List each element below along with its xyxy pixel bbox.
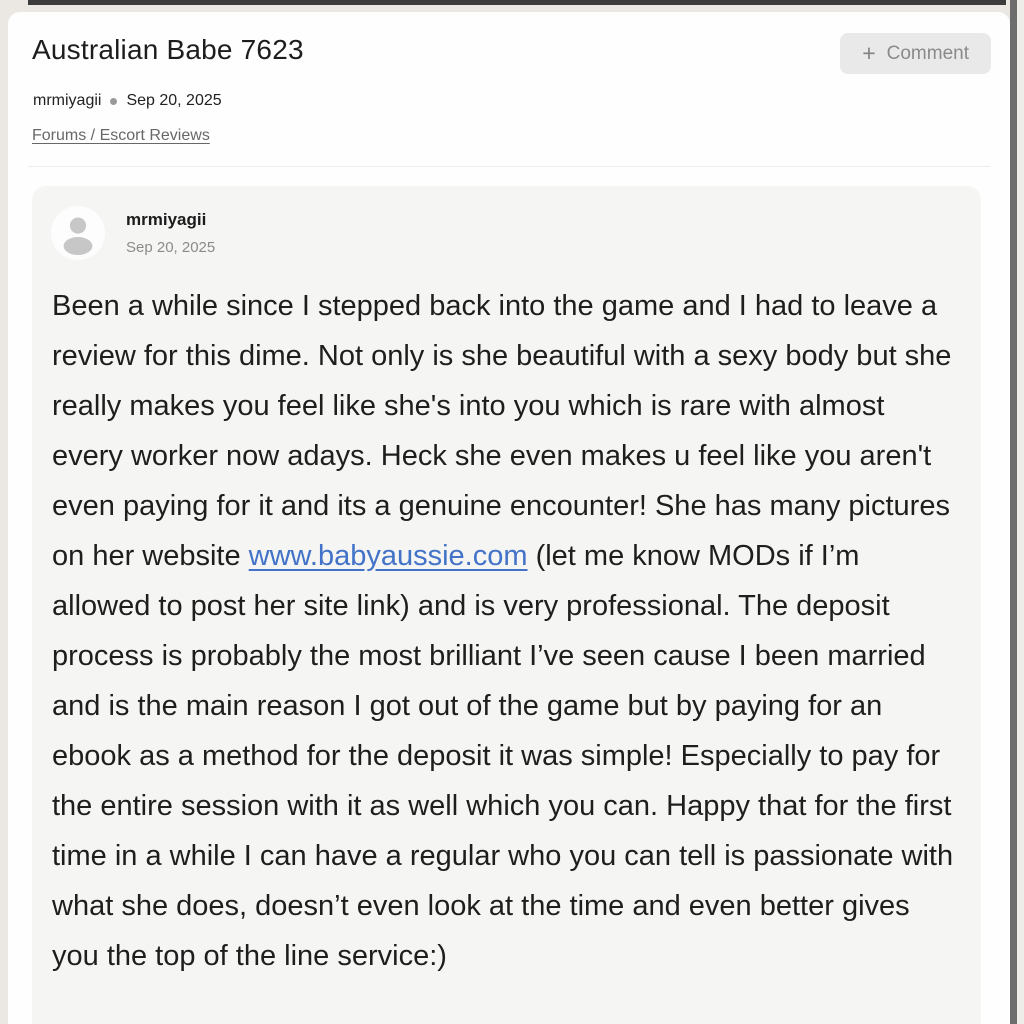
header-divider [28, 166, 990, 167]
byline-separator-dot [110, 98, 117, 105]
plus-icon: + [862, 40, 876, 66]
avatar[interactable] [51, 206, 105, 260]
post-card [32, 186, 981, 1024]
thread-page-card [8, 12, 1010, 1024]
website-link[interactable]: www.babyaussie.com [248, 540, 528, 572]
thread-title: Australian Babe 7623 [32, 34, 304, 65]
top-edge-bar [28, 0, 1006, 5]
post-text-after-link: (let me know MODs if I’m allowed to post her site link) and is very professional. The deposit process is probably the most brilliant I’ve seen cause I been married and is the main reason I got out of the game but by paying for an ebook as a method for the deposit it was simple! Especially to pay for the entire session with it as well which you can. Happy that for the first time in a while I can have a regular who you can tell is passionate with what she does, doesn’t even look at the time and even better gives you the top of the line service:) [52, 540, 954, 972]
comment-button-label: Comment [886, 42, 969, 64]
byline-author: mrmiyagii [33, 92, 102, 109]
breadcrumb-forums-link[interactable]: Forums / Escort Reviews [32, 127, 210, 144]
post-text-before-link: Been a while since I stepped back into the game and I had to leave a review for this dime. Not only is she beautiful with a sexy body but she really makes you feel like she's into you which is rare with almost every worker now adays. Heck she even makes u feel like you aren't even paying for it and its a genuine encounter! She has many pictures on her website [52, 290, 952, 572]
post-author: mrmiyagii [126, 210, 207, 229]
scrollbar-track[interactable] [1010, 0, 1024, 1024]
post-date: Sep 20, 2025 [126, 239, 216, 256]
byline-date: Sep 20, 2025 [126, 92, 222, 109]
comment-button[interactable] [840, 33, 991, 74]
thread-byline [33, 92, 222, 110]
post-body [52, 281, 961, 981]
person-icon [51, 206, 105, 260]
scrollbar-thumb[interactable] [1010, 0, 1017, 1024]
